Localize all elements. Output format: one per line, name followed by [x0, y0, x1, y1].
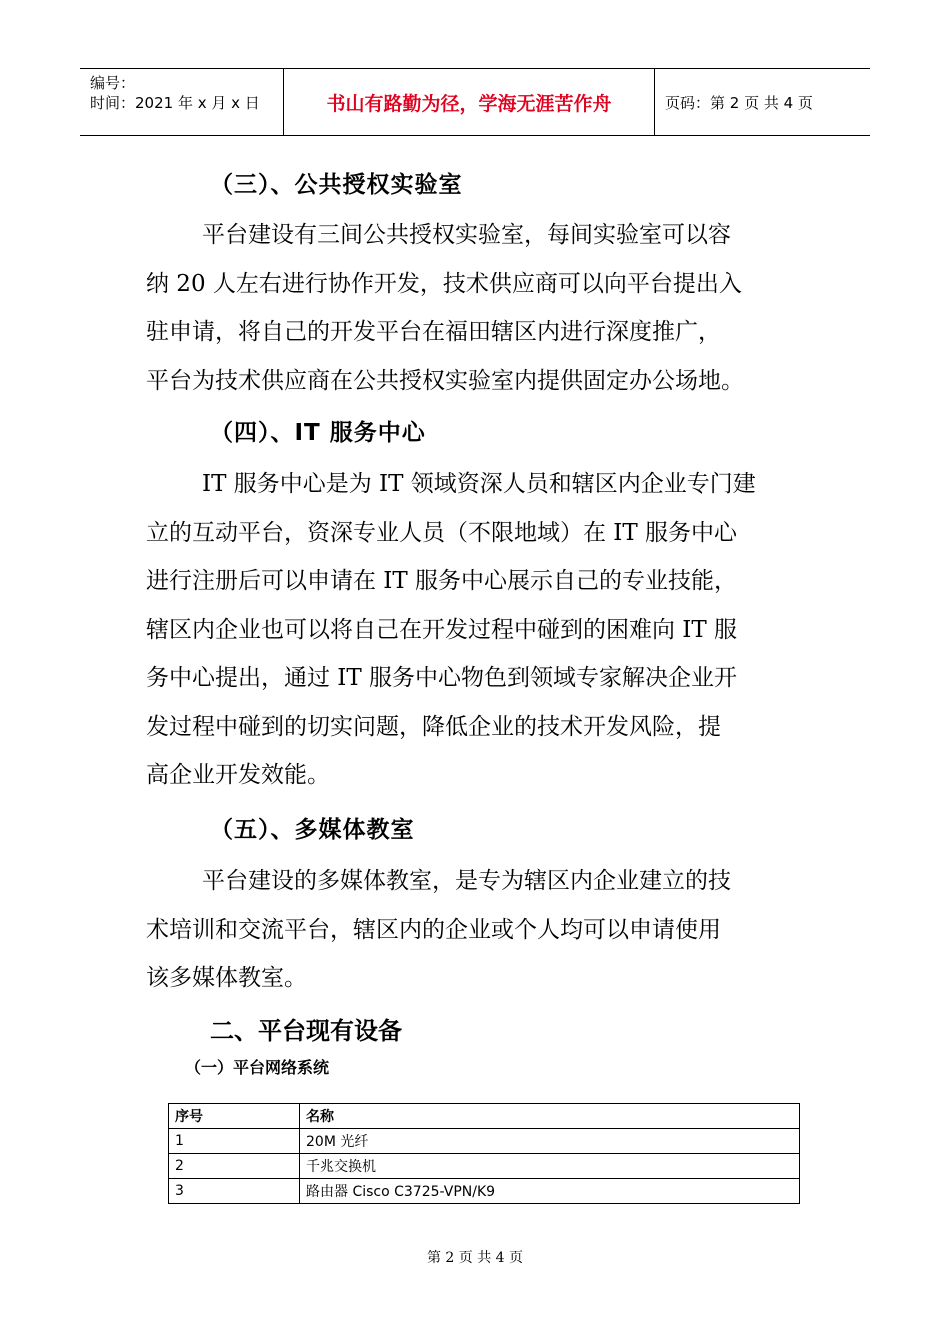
time-label: 时间：2021 年 x 月 x 日 — [90, 94, 260, 112]
paragraph-line: 纳 20 人左右进行协作开发，技术供应商可以向平台提出入 — [146, 270, 742, 297]
paragraph-line: 高企业开发效能。 — [146, 762, 330, 788]
header-page-info: 页码：第 2 页 共 4 页 — [665, 93, 813, 112]
cell-index: 3 — [169, 1179, 300, 1204]
document-header — [80, 68, 870, 136]
page-footer: 第 2 页 共 4 页 — [426, 1250, 524, 1266]
cell-name: 20M 光纤 — [300, 1129, 800, 1154]
equipment-subheading: （一）平台网络系统 — [185, 1058, 330, 1077]
paragraph-line: 立的互动平台，资深专业人员（不限地域）在 IT 服务中心 — [146, 519, 738, 546]
equipment-heading: 二、平台现有设备 — [210, 1017, 402, 1045]
table-row — [169, 1154, 800, 1179]
code-label: 编号： — [90, 74, 136, 92]
table-header-row — [169, 1104, 800, 1129]
paragraph-line: 平台建设有三间公共授权实验室，每间实验室可以容 — [202, 222, 731, 248]
paragraph-line: 该多媒体教室。 — [146, 965, 307, 991]
header-motto: 书山有路勤为径，学海无涯苦作舟 — [283, 69, 655, 135]
paragraph-line: 发过程中碰到的切实问题，降低企业的技术开发风险，提 — [146, 713, 721, 740]
section-body-multimedia — [146, 857, 806, 1003]
equipment-table — [168, 1103, 800, 1204]
paragraph-line: IT 服务中心是为 IT 领域资深人员和辖区内企业专门建 — [202, 471, 756, 497]
table-row — [169, 1129, 800, 1154]
cell-index: 2 — [169, 1154, 300, 1179]
column-header-index: 序号 — [169, 1104, 300, 1129]
cell-name: 路由器 Cisco C3725-VPN/K9 — [300, 1179, 800, 1204]
column-header-name: 名称 — [300, 1104, 800, 1129]
header-meta — [80, 69, 283, 135]
paragraph-line: 驻申请，将自己的开发平台在福田辖区内进行深度推广， — [146, 319, 721, 345]
paragraph-line: 务中心提出，通过 IT 服务中心物色到领域专家解决企业开 — [146, 665, 738, 691]
paragraph-line: 术培训和交流平台，辖区内的企业或个人均可以申请使用 — [146, 916, 721, 943]
section-body-it-center — [146, 460, 806, 800]
paragraph-line: 平台为技术供应商在公共授权实验室内提供固定办公场地。 — [146, 367, 744, 394]
paragraph-line: 进行注册后可以申请在 IT 服务中心展示自己的专业技能， — [146, 568, 738, 594]
section-title-lab: （三）、公共授权实验室 — [210, 172, 463, 198]
section-title-multimedia: （五）、多媒体教室 — [210, 817, 415, 843]
paragraph-line: 辖区内企业也可以将自己在开发过程中碰到的困难向 IT 服 — [146, 616, 738, 643]
paragraph-line: 平台建设的多媒体教室，是专为辖区内企业建立的技 — [202, 868, 731, 894]
section-title-it-center: （四）、IT 服务中心 — [210, 420, 426, 446]
cell-name: 千兆交换机 — [300, 1154, 800, 1179]
table-row — [169, 1179, 800, 1204]
section-body-lab — [146, 211, 806, 405]
cell-index: 1 — [169, 1129, 300, 1154]
